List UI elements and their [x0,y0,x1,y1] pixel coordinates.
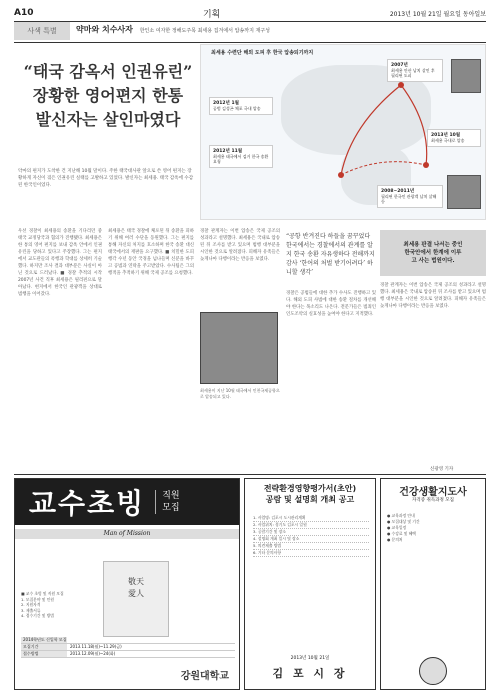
ad-banner [15,479,239,525]
highlight-line: 고 사는 법원이다. [411,258,455,264]
table-header-cell: 2014학년도 신입학 모집 [23,637,67,642]
notice-date: 2013년 10월 21일 [290,656,330,661]
course-items [387,513,481,543]
notice-items [253,515,369,557]
body-column-1: 우선 경찰이 최세용의 송환을 기다리던 중 태국 교정당국과 협의가 진행됐다. 최세용은 한 통의 영어 편지를 보내 감옥 안에서 인권유린을 당하고 있다고 주장했다. 그는 편지에서 교도관들의 폭행과 학대를 상세히 기술했다. 하지만 조사 결과 대부분은 사실이 아닌 것으로 드러났다. ■ 경찰 추적의 시작 2007년 사건 직후 최세용은 필리핀으로 달아났다. 현지에서 한국인 관광객을 상대로 범행을 이어갔다. [18,229,102,297]
timeline-text: 최세용 국내로 압송 [431,138,465,143]
ad-side-label [155,490,179,514]
list-item: 4. 설명회 개최 일시 및 장소 [253,536,369,543]
highlight-box [380,230,486,276]
admission-table [21,637,235,658]
headline-line-3: 발신자는 살인마였다 [35,110,181,129]
suspect-photo [451,59,481,93]
list-item: ● 교육일정 [387,525,407,530]
issue-date: 2013년 10월 21일 월요일 동아일보 [389,10,486,18]
timeline-text: 최세용 안산 납치 살인 후 필리핀 도피 [391,68,435,78]
series-kicker: 사색 특별 [14,22,70,40]
body-column-3: 경찰 관계자는 이번 압송은 국제 공조의 성과라고 설명했다. 최세용은 국내로 압송된 뒤 조사를 받고 있으며 범행 대부분을 시인한 것으로 알려졌다. 피해자 유족들은 늦게나마 다행이라는 반응을 보였다. [200,229,280,262]
headline-line-2: 장황한 영어편지 한통 [32,86,184,105]
table-header-cell: 접수방법 [21,651,67,657]
section-name: 기획 [202,9,221,20]
notice-title-line: 공람 및 설명회 개최 공고 [265,495,355,504]
professor-recruitment-ad[interactable] [14,478,240,690]
timeline-text: 필리핀 한국인 관광객 납치 살해 등 [381,194,437,204]
headline-line-1: “태국 감옥서 인권유린” [23,62,193,81]
map-title: 최세용 수련단 해외 도피 후 한국 압송되기까지 [211,50,314,56]
series-subtitle: 한인소 여자한 정해도주목 최세용 집겨에서 압송까지 재구성 [139,28,270,34]
series-title [76,24,270,35]
suspect-photo [447,175,481,209]
timeline-text: 최세용 태국에서 검거 한국 송환 요청 [213,154,269,164]
table-row [21,637,235,644]
timeline-year: 2012년 1월 [213,101,239,106]
ad-side-line: 모집 [162,503,180,513]
headline [18,60,198,132]
table-row [21,651,235,658]
byline: 신광영 기자 [430,467,454,472]
timeline-card [209,145,273,168]
health-course-ad[interactable] [380,478,486,690]
list-item: 1. 사업명: 김포시 도시관리계획 [253,515,369,522]
list-item: 6. 기타 문의사항 [253,550,369,557]
timeline-card [387,59,443,82]
timeline-year: 2007년 [391,63,408,68]
list-item: ● 수강료 및 혜택 [387,531,416,536]
course-subtitle: 자격증 취득과정 모집 [412,498,454,503]
timeline-card [377,185,443,208]
timeline-card [427,129,481,147]
notice-title-line: 전략환경영향평가서(초안) [263,484,357,493]
list-item: ● 교육과정 안내 [387,513,415,518]
lede-paragraph: 악마의 편지가 도착한 건 지난해 10월 말이다. 주한 태국대사관 앞으로 쓴 영어 편지는 장황하게 자신이 겪은 인권유린 실태를 고발하고 있었다. 발신자는 최세용. 태국 감옥에 수감된 한국인이었다. [18,169,194,188]
header-rule [14,21,486,22]
calligraphy-image [103,561,169,637]
series-title-text: 약마와 치수사자 [76,25,133,34]
table-header-cell: 모집기간 [21,644,67,650]
list-item: ● 모집대상 및 기간 [387,519,420,524]
ads-divider [14,474,486,475]
page-header [14,6,486,20]
timeline-year: 2008~2011년 [381,189,415,194]
calligraphy-line: 敬天 [128,577,144,586]
ad-info-text: ■ 교수 초빙 및 직원 모집 1. 모집분야 및 인원 2. 지원자격 3. 제출서류 4. 접수기간 및 방법 [21,591,64,618]
notice-title [245,483,375,505]
association-seal-icon [419,657,447,685]
table-cell [67,637,235,643]
notice-organization: 김 포 시 장 [272,667,348,680]
table-cell: 2013.11.18(월)~11.29(금) [70,644,122,649]
calligraphy-line: 愛人 [128,589,144,598]
list-item: 5. 의견제출 방법 [253,543,369,550]
pull-quote: “공항 반겨진다 하들을 꿈꾸었다 한국에서는 경찰에서의 관계를 알지 한국 송환 자유생하다 전해까지 감사 ‘한어의 처벌 받기어려다’ 하니할 생각’ [286,233,375,276]
list-item: 2. 사업위치: 경기도 김포시 일원 [253,522,369,529]
page-number: A10 [14,8,34,18]
body-column-5: 경찰 관계자는 이번 압송은 국제 공조의 성과라고 설명했다. 최세용은 국내로 압송된 뒤 조사를 받고 있으며 범행 대부분을 시인한 것으로 알려졌다. 피해자 유족들은 늦게나마 다행이라는 반응을 보였다. [380,283,486,309]
table-cell: 2013.12.09(월)~24(화) [70,651,116,656]
public-notice-ad[interactable] [244,478,376,690]
ad-headline: 교수초빙 [29,487,146,520]
timeline-year: 2012년 11월 [213,149,243,154]
highlight-line: 한국안에서 한계에 이루 [404,250,462,256]
timeline-text: 공범 김성곤 체포 국내 압송 [213,106,261,111]
highlight-line: 최세용 판결 나서는 중인 [403,242,463,248]
timeline-year: 2013년 10월 [431,133,461,138]
body-column-2: 최세용은 태국 경찰에 체포된 뒤 송환을 피하기 위해 여러 수단을 동원했다. 그는 편지를 통해 자신의 처지를 호소하며 한국 송환 대신 태국에서의 재판을 요구했다. ■ 치밀한 도피 행각 수년 동안 국경을 넘나들며 신분을 바꾸고 공범과 연락을 주고받았다. 수사팀은 그의 행적을 추적하기 위해 국제 공조를 요청했다. [108,229,194,276]
body-column-4: 경찰은 공범들에 대한 추가 수사도 진행하고 있다. 해외 도피 사범에 대한 송환 절차를 개선해야 한다는 목소리도 나온다. 전문가들은 범죄인 인도조약의 실효성을 높여야 한다고 지적했다. [286,291,376,317]
list-item: ● 문의처 [387,537,403,542]
timeline-card [209,97,273,115]
table-row [21,644,235,651]
ad-slogan: Man of Mission [15,529,239,539]
kicker-rule [14,42,486,43]
photo-caption: 최세용이 지난 10월 태국에서 인천국제공항으로 압송되고 있다. [200,388,280,399]
course-title: 건강생활지도사 [399,487,467,498]
ad-side-line: 직원 [162,491,180,501]
suspect-escort-photo [200,312,278,384]
list-item: 3. 공람기간 및 장소 [253,529,369,536]
university-logo: 강원대학교 [180,671,229,682]
route-map-graphic [200,44,486,220]
